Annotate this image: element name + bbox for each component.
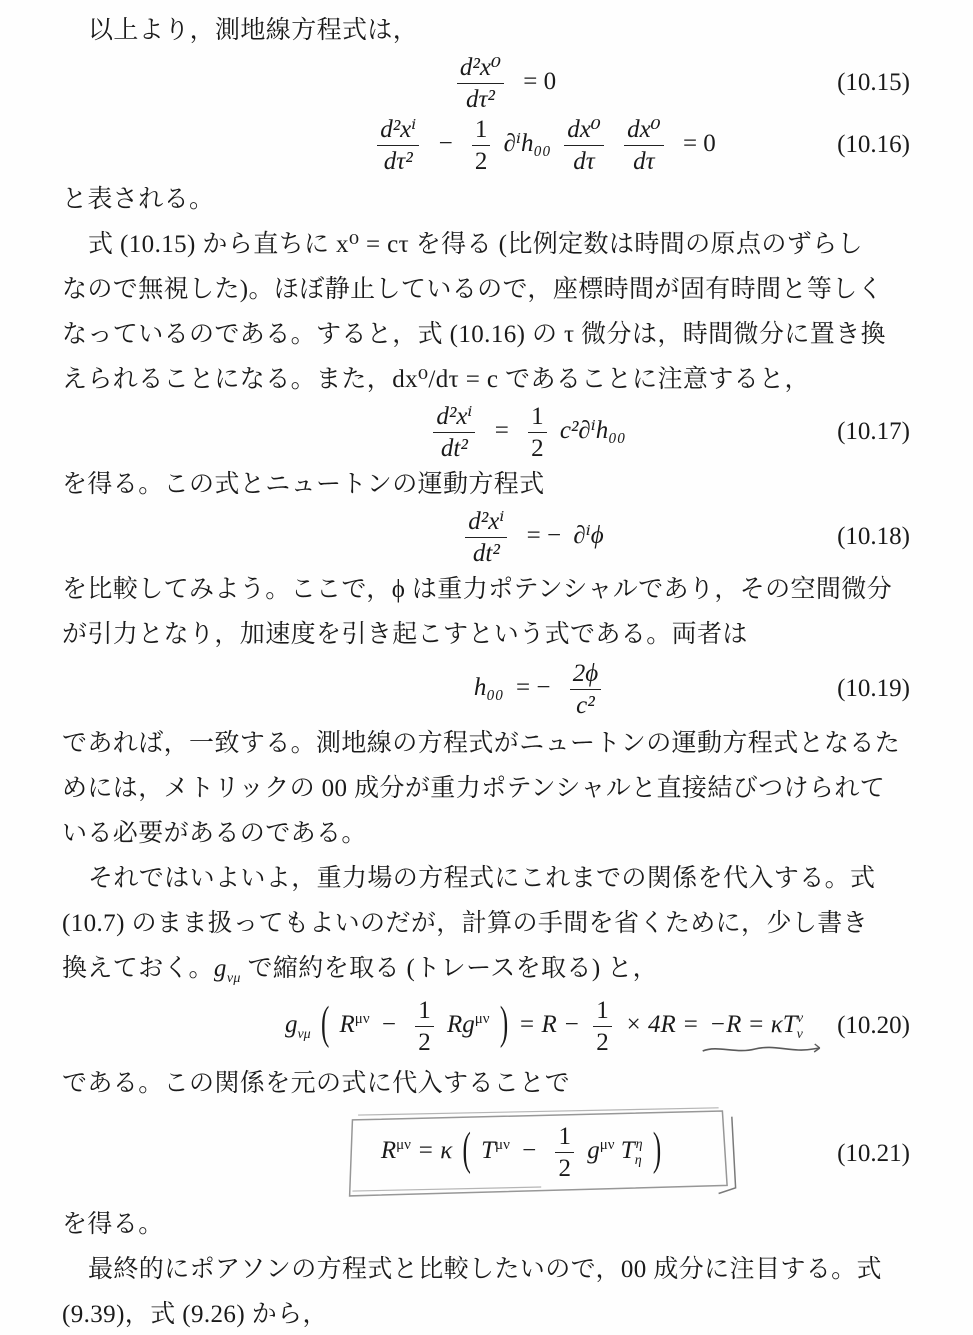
text-line: を比較してみよう。ここで，ϕ は重力ポテンシャルであり，その空間微分 (62, 576, 893, 603)
fraction: $\frac{1}{2}$ (555, 1123, 574, 1182)
big-paren-right: ) (499, 998, 509, 1049)
equation-body: h₀₀ = − $\frac{2\phi}{\text{c²}}$ (474, 660, 608, 719)
equation-10-17 (62, 402, 910, 462)
math-term: ∂ⁱh₀₀ (503, 129, 551, 157)
fraction: $\frac{1}{2}$ (528, 403, 547, 462)
text-segment: で縮約を取る (トレースを取る) と， (240, 955, 659, 982)
text-line: (10.7) のまま扱ってもよいのだが，計算の手間を省くために，少し書き (62, 910, 869, 937)
equation-10-15 (62, 53, 910, 113)
hand-underline-arrow-icon (701, 1042, 825, 1056)
hand-drawn-box-icon (343, 1107, 739, 1204)
math-subscript: η (634, 1152, 642, 1168)
equation-body (347, 1111, 725, 1198)
equation-number: (10.15) (837, 69, 910, 96)
text-line: を得る。この式とニュートンの運動方程式 (62, 471, 545, 498)
equation-number: (10.19) (837, 675, 910, 702)
math-subscript: νμ (297, 1026, 311, 1042)
big-paren-left: ( (462, 1124, 471, 1175)
math-term: g (587, 1136, 600, 1164)
fraction: $\frac{2\phi}{\text{c²}}$ (570, 660, 601, 719)
math-subscript: ν (796, 1026, 803, 1042)
math-term: = R − (518, 1010, 580, 1038)
math-term: h₀₀ (473, 673, 504, 701)
big-paren-left: ( (320, 998, 330, 1049)
equation-10-16 (62, 113, 910, 177)
math-term: c²∂ⁱh₀₀ (559, 416, 626, 444)
text-line: えられることになる。また，dx⁰/dτ = c であることに注意すると， (62, 366, 810, 393)
text-line: なので無視した)。ほぼ静止しているので，座標時間が固有時間と等しく (62, 276, 884, 303)
math-term: g (284, 1010, 298, 1038)
math-superscript: μν (396, 1136, 411, 1153)
text-line: 式 (10.15) から直ちに x⁰ = cτ を得る (比例定数は時間の原点のずらし (88, 231, 863, 258)
text-line: それではいよいよ，重力場の方程式にこれまでの関係を代入する。式 (88, 865, 876, 892)
math-term: T (620, 1136, 635, 1164)
fraction: $\frac{\text{dx⁰}}{d\tau}$ (564, 116, 604, 175)
text-line: と表される。 (62, 186, 215, 213)
text-line: であれば，一致する。測地線の方程式がニュートンの運動方程式となるた (62, 730, 901, 757)
equation-number: (10.21) (837, 1140, 910, 1167)
equation-10-18 (62, 507, 910, 567)
math-superscript: μν (354, 1010, 370, 1027)
equation-10-20 (62, 991, 910, 1061)
equation-body: $\frac{\text{d²xⁱ}}{\text{dt²}}$ = $\frac{1}{2}$ c²∂ⁱh₀₀ (426, 403, 625, 462)
fraction: $\frac{\text{dx⁰}}{d\tau}$ (624, 116, 664, 175)
text-line: 以上より，測地線方程式は， (88, 17, 419, 44)
equation-number: (10.18) (837, 523, 910, 550)
fraction: $\frac{\text{d²xⁱ}}{\text{dτ²}}$ (377, 116, 419, 175)
hand-underlined-term (705, 1011, 807, 1043)
math-term: T (481, 1136, 496, 1164)
text-line: なっているのである。すると，式 (10.16) の τ 微分は，時間微分に置き換 (62, 321, 886, 348)
fraction: $\frac{1}{2}$ (593, 997, 612, 1056)
equation-number: (10.16) (837, 131, 910, 158)
equation-body: $\frac{\text{d²xⁱ}}{\text{dt²}}$ = − ∂ⁱϕ (458, 508, 603, 567)
text-line: が引力となり，加速度を引き起こすという式である。両者は (62, 621, 748, 648)
math-superscript: ν (796, 1011, 804, 1027)
fraction: $\frac{\text{d²xⁱ}}{\text{dt²}}$ (433, 403, 475, 462)
text-line: 最終的にポアソンの方程式と比較したいので，00 成分に注目する。式 (88, 1256, 882, 1283)
math-superscript: μν (495, 1136, 510, 1153)
equation-body: $g_{\nu\mu}$ ( $R^{\mu\nu}$ − $\frac{1}{2}$ $Rg^{\mu\nu}$ ) = R − $\frac{1}{2}$ × $4R = -R = \kappa T_\nu^\nu$ (285, 997, 807, 1056)
equation-body: $\frac{\text{d²xⁱ}}{\text{dτ²}}$ − $\frac{1}{2}$ ∂ⁱh₀₀ $\frac{\text{dx⁰}}{d\tau}$ $\frac{\text{dx⁰}}{d\tau}$ = 0 (370, 116, 722, 175)
equation-number: (10.17) (837, 418, 910, 445)
math-term: ∂ⁱϕ (573, 521, 604, 549)
fraction: $\frac{\text{d²xⁱ}}{\text{dt²}}$ (465, 508, 507, 567)
fraction: $\frac{1}{2}$ (472, 116, 491, 175)
math-term: = κ (417, 1136, 453, 1164)
math-term: × 4R = (624, 1010, 699, 1038)
text-line: めには，メトリックの 00 成分が重力ポテンシャルと直接結びつけられて (62, 775, 886, 802)
math-subscript: νμ (226, 971, 241, 986)
text-line: を得る。 (62, 1211, 164, 1238)
fraction: $\frac{1}{2}$ (415, 997, 434, 1056)
text-line (62, 946, 910, 991)
hand-drawn-box: $R^{\mu\nu} = \kappa$ ( $T^{\mu\nu}$ − $\frac{1}{2}$ $g^{\mu\nu}$ $T_\eta^\eta$ ) (347, 1111, 725, 1198)
math-term: g (213, 955, 227, 982)
equation-body: $\frac{\text{d²x⁰}}{\text{dτ²}}$ = 0 (450, 54, 562, 113)
text-line: (9.39)，式 (9.26) から， (62, 1301, 328, 1328)
equation-10-21 (62, 1106, 910, 1202)
math-term: −R = κT (709, 1010, 797, 1038)
text-line: である。この関係を元の式に代入することで (62, 1070, 571, 1097)
text-line: いる必要があるのである。 (62, 820, 367, 847)
big-paren-right: ) (652, 1124, 662, 1175)
math-term: Rg (446, 1010, 475, 1038)
math-superscript: η (635, 1137, 643, 1153)
math-term: R (380, 1136, 397, 1164)
equation-10-19 (62, 657, 910, 721)
equation-number: (10.20) (837, 1012, 910, 1039)
math-term: R (339, 1010, 355, 1038)
math-superscript: μν (474, 1010, 490, 1027)
math-superscript: μν (599, 1136, 615, 1153)
fraction: $\frac{\text{d²x⁰}}{\text{dτ²}}$ (457, 54, 504, 113)
text-segment: 換えておく。 (62, 955, 214, 982)
